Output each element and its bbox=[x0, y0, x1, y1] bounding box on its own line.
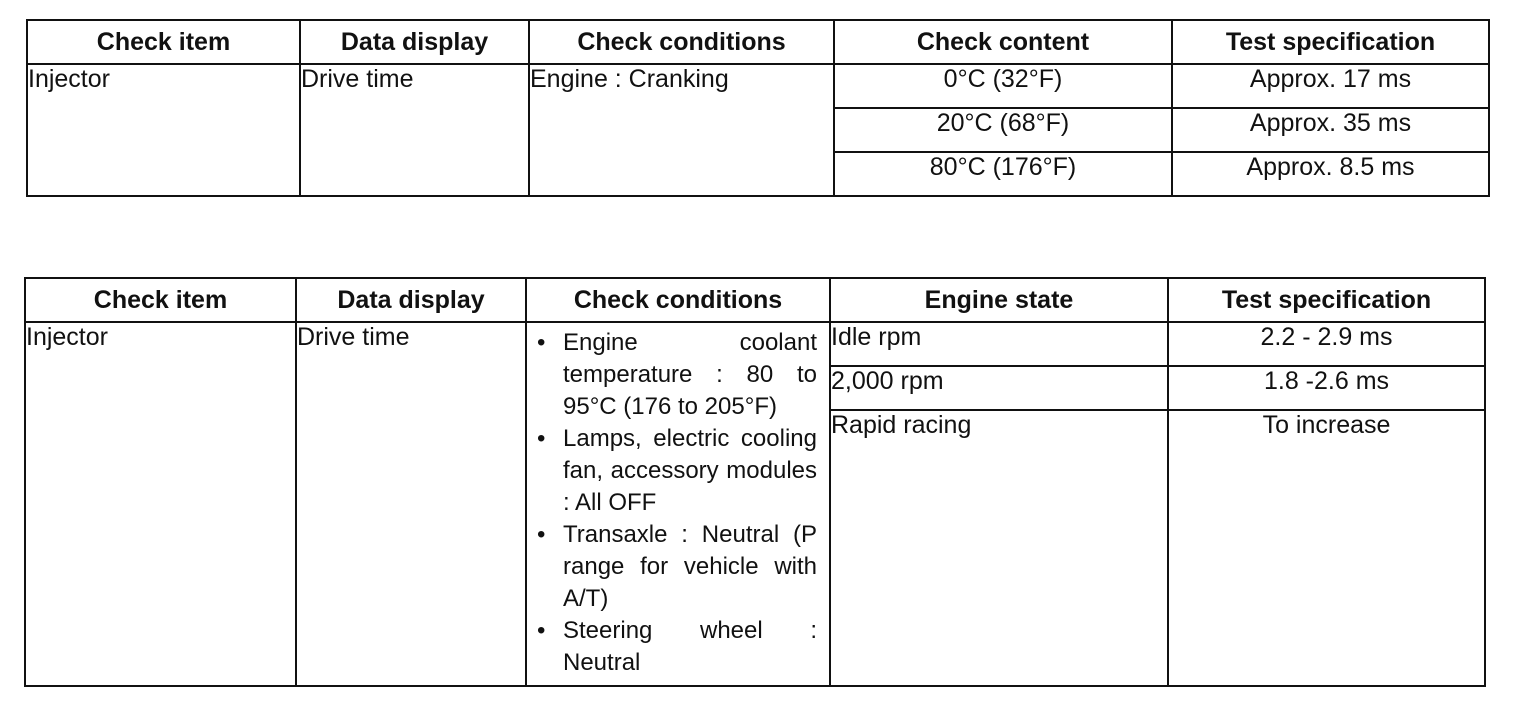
header-test-specification: Test specification bbox=[1172, 20, 1489, 64]
data-display-cell: Drive time bbox=[296, 322, 526, 686]
engine-state-cell: Idle rpm bbox=[830, 322, 1168, 366]
bullet-icon: • bbox=[537, 617, 546, 644]
condition-item: • Steering wheel : Neutral bbox=[537, 617, 817, 676]
bullet-icon: • bbox=[537, 521, 546, 548]
header-check-conditions: Check conditions bbox=[529, 20, 834, 64]
check-content-cell: 20°C (68°F) bbox=[834, 108, 1172, 152]
check-content-cell: 0°C (32°F) bbox=[834, 64, 1172, 108]
test-spec-cell: Approx. 17 ms bbox=[1172, 64, 1489, 108]
condition-item: • Lamps, electric cooling fan, accessory modules : All OFF bbox=[537, 425, 817, 516]
table-header-row bbox=[27, 20, 1489, 64]
header-check-item: Check item bbox=[25, 278, 296, 322]
bullet-icon: • bbox=[537, 329, 546, 356]
check-item-cell: Injector bbox=[25, 322, 296, 686]
header-check-content: Check content bbox=[834, 20, 1172, 64]
injector-engine-state-table bbox=[24, 277, 1486, 687]
test-spec-cell: 1.8 -2.6 ms bbox=[1168, 366, 1485, 410]
check-conditions-cell: Engine : Cranking bbox=[529, 64, 834, 196]
engine-state-cell: 2,000 rpm bbox=[830, 366, 1168, 410]
injector-cranking-table bbox=[26, 19, 1490, 197]
check-item-cell: Injector bbox=[27, 64, 300, 196]
condition-item: • Engine coolant temperature : 80 to 95°C (176 to 205°F) bbox=[537, 329, 817, 420]
check-content-cell: 80°C (176°F) bbox=[834, 152, 1172, 196]
table-header-row bbox=[25, 278, 1485, 322]
test-spec-cell: To increase bbox=[1168, 410, 1485, 686]
header-data-display: Data display bbox=[300, 20, 529, 64]
test-spec-cell: 2.2 - 2.9 ms bbox=[1168, 322, 1485, 366]
engine-state-cell: Rapid racing bbox=[830, 410, 1168, 686]
conditions-list bbox=[527, 323, 829, 683]
table-row bbox=[25, 322, 1485, 366]
header-engine-state: Engine state bbox=[830, 278, 1168, 322]
header-check-item: Check item bbox=[27, 20, 300, 64]
data-display-cell: Drive time bbox=[300, 64, 529, 196]
header-data-display: Data display bbox=[296, 278, 526, 322]
header-check-conditions: Check conditions bbox=[526, 278, 830, 322]
bullet-icon: • bbox=[537, 425, 546, 452]
table-row bbox=[27, 64, 1489, 108]
test-spec-cell: Approx. 8.5 ms bbox=[1172, 152, 1489, 196]
condition-item: • Transaxle : Neutral (P range for vehicle with A/T) bbox=[537, 521, 817, 612]
check-conditions-cell bbox=[526, 322, 830, 686]
header-test-specification: Test specification bbox=[1168, 278, 1485, 322]
test-spec-cell: Approx. 35 ms bbox=[1172, 108, 1489, 152]
